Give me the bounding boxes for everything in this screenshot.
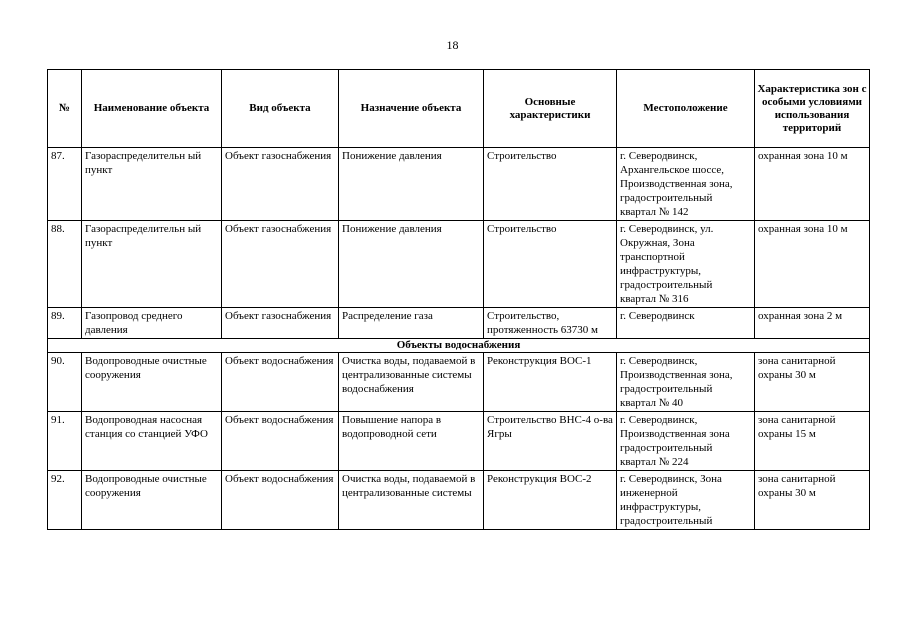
- row-name: Газораспределительн ый пункт: [82, 148, 222, 221]
- header-zones: Характеристика зон с особыми условиями использования территорий: [755, 70, 870, 148]
- row-num: 87.: [48, 148, 82, 221]
- row-name: Газораспределительн ый пункт: [82, 221, 222, 308]
- row-num-text: 92.: [51, 473, 65, 485]
- table-row: [48, 148, 870, 221]
- row-type: Объект водоснабжения: [222, 412, 339, 471]
- row-characteristics: Реконструкция ВОС-1: [484, 353, 617, 412]
- row-zones: охранная зона 10 м: [755, 221, 870, 308]
- row-num: 88.: [48, 221, 82, 308]
- row-zones: [755, 471, 870, 530]
- row-location: г. Северодвинск, ул. Окружная, Зона транспортной инфраструктуры, градостроительный квартал № 316: [617, 221, 755, 308]
- table-row: [48, 353, 870, 412]
- row-characteristics: Строительство: [484, 221, 617, 308]
- row-num: [48, 471, 82, 530]
- row-name-text: Водопроводные очистные сооружения: [85, 473, 207, 499]
- row-characteristics-text: Реконструкция ВОС-2: [487, 473, 592, 485]
- section-title: Объекты водоснабжения: [48, 339, 870, 353]
- row-characteristics: Строительство ВНС-4 о-ва Ягры: [484, 412, 617, 471]
- row-name: Газопровод среднего давления: [82, 308, 222, 339]
- row-type: Объект газоснабжения: [222, 221, 339, 308]
- row-zones: охранная зона 2 м: [755, 308, 870, 339]
- row-purpose: Повышение напора в водопроводной сети: [339, 412, 484, 471]
- row-characteristics: [484, 471, 617, 530]
- section-header-row: [48, 339, 870, 353]
- row-zones-text: зона санитарной охраны 30 м: [758, 473, 836, 499]
- row-name: Водопроводные очистные сооружения: [82, 353, 222, 412]
- row-location: г. Северодвинск, Производственная зона градостроительный квартал № 224: [617, 412, 755, 471]
- row-location: г. Северодвинск: [617, 308, 755, 339]
- row-location-text: г. Северодвинск, Зона инженерной инфраструктуры, градостроительный: [620, 473, 722, 527]
- row-characteristics: Строительство: [484, 148, 617, 221]
- row-type: Объект газоснабжения: [222, 148, 339, 221]
- row-purpose-text: Очистка воды, подаваемой в централизованные системы: [342, 473, 476, 499]
- header-num: №: [48, 70, 82, 148]
- table-row: [48, 412, 870, 471]
- table-header-row: [48, 70, 870, 148]
- table-row: [48, 221, 870, 308]
- row-name: Водопроводная насосная станция со станцией УФО: [82, 412, 222, 471]
- row-location: [617, 471, 755, 530]
- row-purpose: Понижение давления: [339, 148, 484, 221]
- row-purpose: Очистка воды, подаваемой в централизованные системы водоснабжения: [339, 353, 484, 412]
- row-purpose: Распределение газа: [339, 308, 484, 339]
- row-location: г. Северодвинск, Производственная зона, градостроительный квартал № 40: [617, 353, 755, 412]
- header-type: Вид объекта: [222, 70, 339, 148]
- row-type: [222, 471, 339, 530]
- row-num: 89.: [48, 308, 82, 339]
- header-name: Наименование объекта: [82, 70, 222, 148]
- objects-table: [47, 69, 870, 530]
- header-characteristics: Основные характеристики: [484, 70, 617, 148]
- row-purpose: Понижение давления: [339, 221, 484, 308]
- row-zones: охранная зона 10 м: [755, 148, 870, 221]
- row-type: Объект газоснабжения: [222, 308, 339, 339]
- row-type-text: Объект водоснабжения: [225, 473, 334, 485]
- header-location: Местоположение: [617, 70, 755, 148]
- table-row: [48, 471, 870, 530]
- row-type: Объект водоснабжения: [222, 353, 339, 412]
- page-number: 18: [446, 38, 459, 52]
- row-name: [82, 471, 222, 530]
- row-purpose: [339, 471, 484, 530]
- table-row: [48, 308, 870, 339]
- row-num: 90.: [48, 353, 82, 412]
- row-num: 91.: [48, 412, 82, 471]
- row-location: г. Северодвинск, Архангельское шоссе, Производственная зона, градостроительный квартал № 142: [617, 148, 755, 221]
- row-zones: зона санитарной охраны 30 м: [755, 353, 870, 412]
- row-characteristics: Строительство, протяженность 63730 м: [484, 308, 617, 339]
- row-zones: зона санитарной охраны 15 м: [755, 412, 870, 471]
- header-purpose: Назначение объекта: [339, 70, 484, 148]
